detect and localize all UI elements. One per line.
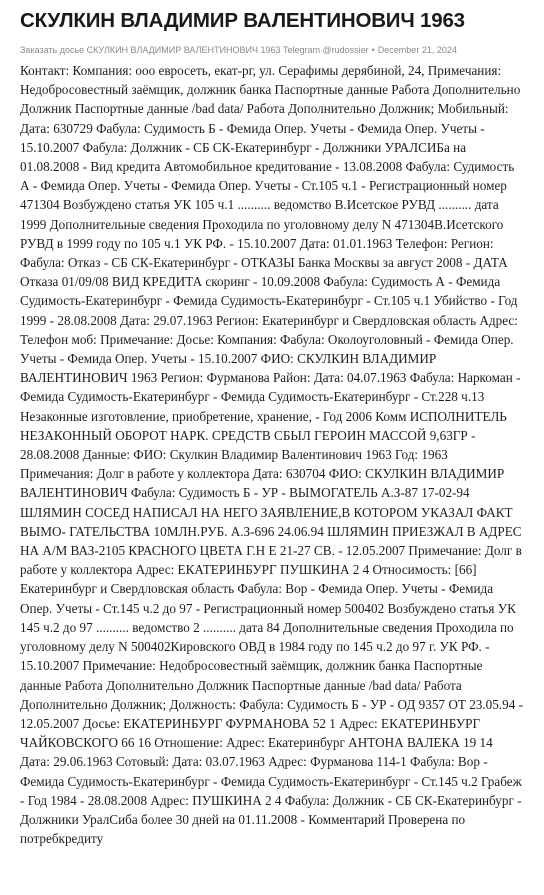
meta-date: December 21, 2024 [377,45,457,55]
article-meta [20,44,524,56]
article-body: Контакт: Компания: ооо евросеть, екат-рг, ул. Серафимы дерябиной, 24, Примечания: Недобросовестный заёмщик, должник банка Паспортные данные Работа Дополнительно Должник Паспортные данные /bad data/ Работа Дополнительно Должник; Мобильный: Дата: 630729 Фабула: Судимость Б - Фемида Опер. Учеты - Фемида Опер. Учеты - 15.10.2007 Фабула: Должник - СБ СК-Екатеринбург - Должники УРАЛСИБа на 01.08.2008 - Вид кредита Автомобильное кредитование - 13.08.2008 Фабула: Судимость А - Фемида Опер. Учеты - Фемида Опер. Учеты - Ст.105 ч.1 - Регистрационный номер 471304 Возбуждено статья УК 105 ч.1 .......... ведомство В.Исетское РУВД .......... дата 1999 Дополнительные сведения Проходила по уголовному делу N 471304В.Исетского РУВД в 1999 году по 105 ч.1 УК РФ. - 15.10.2007 Дата: 01.01.1963 Телефон: Регион: Фабула: Отказ - СБ СК-Екатеринбург - ОТКАЗЫ Банка Москвы за август 2008 - ДАТА Отказа 01/09/08 ВИД КРЕДИТА скоринг - 10.09.2008 Фабула: Судимость А - Фемида Судимость-Екатеринбург - Фемида Судимость-Екатеринбург - Ст.105 ч.1 Убийство - Год 1999 - 28.08.2008 Дата: 29.07.1963 Регион: Екатеринбург и Свердловская область Адрес: Телефон моб: Примечание: Досье: Компания: Фабула: Околоуголовный - Фемида Опер. Учеты - Фемида Опер. Учеты - 15.10.2007 ФИО: СКУЛКИН ВЛАДИМИР ВАЛЕНТИНОВИЧ 1963 Регион: Фурманова Район: Дата: 04.07.1963 Фабула: Наркоман - Фемида Судимость-Екатеринбург - Фемида Судимость-Екатеринбург - Ст.228 ч.13 Незаконные изготовление, приобретение, хранение, - Год 2006 Комм ИСПОЛНИТЕЛЬ НЕЗАКОННЫЙ ОБОРОТ НАРК. СРЕДСТВ СБЫЛ ГЕРОИН МАССОЙ 9,63ГР - 28.08.2008 Данные: ФИО: Скулкин Владимир Валентинович 1963 Год: 1963 Примечания: Долг в работе у коллектора Дата: 630704 ФИО: СКУЛКИН ВЛАДИМИР ВАЛЕНТИНОВИЧ Фабула: Судимость Б - УР - ВЫМОГАТЕЛЬ А.З-87 17-02-94 ШЛЯМИН СОСЕД НАПИСАЛ НА НЕГО ЗАЯВЛЕНИЕ,В КОТОРОМ УКАЗАЛ ФАКТ ВЫМО- ГАТЕЛЬСТВА 10МЛН.РУБ. А.З-696 24.06.94 ШЛЯМИН ПРИЕЗЖАЛ В АДРЕС НА А/М ВАЗ-2105 КРАСНОГО ЦВЕТА Г.Н Е 21-27 СВ. - 12.05.2007 Примечание: Долг в работе у коллектора Адрес: ЕКАТЕРИНБУРГ ПУШКИНА 2 4 Относимость: [66] Екатеринбург и Свердловская область Фабула: Вор - Фемида Опер. Учеты - Фемида Опер. Учеты - Ст.145 ч.2 до 97 - Регистрационный номер 500402 Возбуждено статья УК 145 ч.2 до 97 .......... ведомство 2 .......... дата 84 Дополнительные сведения Проходила по уголовному делу N 500402Кировского ОВД в 1984 году по 145 ч.2 до 97 г. УК РФ. - 15.10.2007 Примечание: Недобросовестный заёмщик, должник банка Паспортные данные Работа Дополнительно Должник Паспортные данные /bad data/ Работа Дополнительно Должник; Должность: Фабула: Судимость Б - УР - ОД 9357 ОТ 23.05.94 - 12.05.2007 Досье: ЕКАТЕРИНБУРГ ФУРМАНОВА 52 1 Адрес: ЕКАТЕРИНБУРГ ЧАЙКОВСКОГО 66 16 Отношение: Адрес: Екатеринбург АНТОНА ВАЛЕКА 19 14 Дата: 29.06.1963 Сотовый: Дата: 03.07.1963 Адрес: Фурманова 114-1 Фабула: Вор - Фемида Судимость-Екатеринбург - Фемида Судимость-Екатеринбург - Ст.145 ч.2 Грабеж - Год 1984 - 28.08.2008 Адрес: ПУШКИНА 2 4 Фабула: Должник - СБ СК-Екатеринбург - Должники УралСиба более 30 дней на 01.11.2008 - Комментарий Проверена по потребкредиту [20,63,524,847]
meta-separator: • [371,45,375,55]
meta-source-link[interactable]: Заказать досье СКУЛКИН ВЛАДИМИР ВАЛЕНТИНОВИЧ 1963 Telegram @rudossier [20,45,369,55]
page-title: СКУЛКИН ВЛАДИМИР ВАЛЕНТИНОВИЧ 1963 [20,9,465,32]
